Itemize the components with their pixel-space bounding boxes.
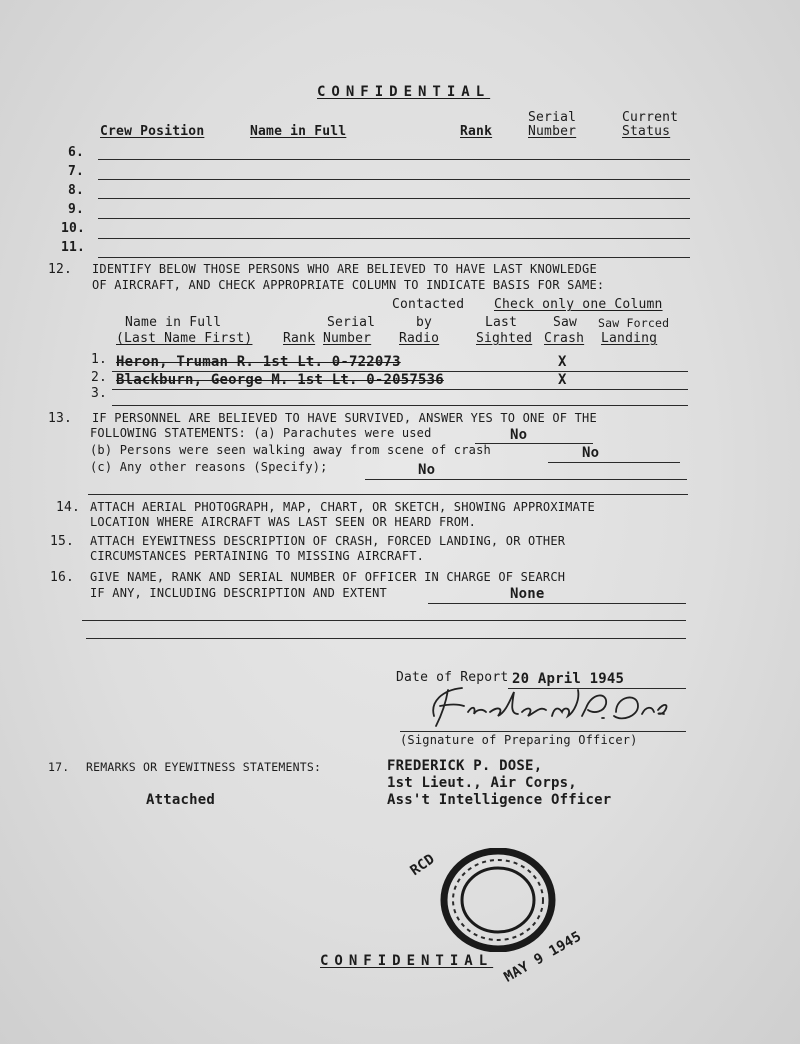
person-mark-saw-crash: X bbox=[558, 372, 567, 388]
crew-row-line bbox=[98, 198, 690, 199]
crew-row-line bbox=[98, 159, 690, 160]
h-check-only-one: Check only one Column bbox=[494, 297, 663, 312]
crew-row-number: 11. bbox=[61, 240, 86, 255]
item16-text-line1: GIVE NAME, RANK AND SERIAL NUMBER OF OFFICER IN CHARGE OF SEARCH bbox=[90, 570, 566, 584]
item14-text-line1: ATTACH AERIAL PHOTOGRAPH, MAP, CHART, OR SKETCH, SHOWING APPROXIMATE bbox=[90, 500, 595, 514]
col-serial-line2: Number bbox=[528, 124, 577, 139]
person-row-line bbox=[112, 389, 688, 390]
col-rank: Rank bbox=[460, 124, 493, 139]
h-by: by bbox=[416, 315, 433, 330]
item17-value: Attached bbox=[146, 792, 216, 808]
received-stamp-seal bbox=[440, 848, 556, 952]
person-row-number: 1. bbox=[91, 352, 108, 367]
h-name-line1: Name in Full bbox=[125, 315, 222, 330]
crew-row-number: 7. bbox=[68, 164, 85, 179]
crew-row-line bbox=[98, 257, 690, 258]
person-entry: Blackburn, George M. 1st Lt. 0-2057536 bbox=[116, 372, 444, 388]
item14-number: 14. bbox=[56, 500, 81, 515]
answer-a: No bbox=[510, 427, 528, 443]
item13-text-c: (c) Any other reasons (Specify); bbox=[90, 460, 328, 474]
item16-number: 16. bbox=[50, 570, 75, 585]
footer-title: CONFIDENTIAL bbox=[320, 953, 494, 969]
col-crew-position: Crew Position bbox=[100, 124, 205, 139]
answer-b: No bbox=[582, 445, 600, 461]
h-serial-line2: Number bbox=[323, 331, 372, 346]
h-saw-forced: Saw Forced bbox=[598, 316, 670, 330]
item13-extra-line bbox=[88, 494, 688, 495]
h-crash: Crash bbox=[544, 331, 585, 346]
h-name-line2: (Last Name First) bbox=[116, 331, 253, 346]
crew-row-number: 8. bbox=[68, 183, 85, 198]
officer-name: FREDERICK P. DOSE, bbox=[387, 758, 543, 774]
person-row-number: 2. bbox=[91, 370, 108, 385]
crew-row-number: 6. bbox=[68, 145, 85, 160]
answer-a-line bbox=[475, 443, 593, 444]
person-row-line bbox=[112, 405, 688, 406]
col-status-line2: Status bbox=[622, 124, 671, 139]
h-last: Last bbox=[485, 315, 518, 330]
crew-row-line bbox=[98, 238, 690, 239]
person-mark-saw-crash: X bbox=[558, 354, 567, 370]
item15-number: 15. bbox=[50, 534, 75, 549]
col-status-line1: Current bbox=[622, 110, 679, 125]
item16-answer-line bbox=[428, 603, 686, 604]
h-serial-line1: Serial bbox=[327, 315, 376, 330]
item13-text-line2: FOLLOWING STATEMENTS: (a) Parachutes were used bbox=[90, 426, 432, 440]
item16-text-line2: IF ANY, INCLUDING DESCRIPTION AND EXTENT bbox=[90, 586, 387, 600]
person-row-number: 3. bbox=[91, 386, 108, 401]
handwritten-signature bbox=[402, 682, 682, 732]
answer-b-line bbox=[548, 462, 680, 463]
item16-extra-line bbox=[82, 620, 686, 621]
answer-c-line bbox=[365, 479, 687, 480]
person-entry: Heron, Truman R. 1st Lt. 0-722073 bbox=[116, 354, 401, 370]
officer-title: Ass't Intelligence Officer bbox=[387, 792, 612, 808]
stamp-date-text: MAY 9 1945 bbox=[501, 928, 585, 986]
h-radio: Radio bbox=[399, 331, 440, 346]
officer-rank: 1st Lieut., Air Corps, bbox=[387, 775, 577, 791]
item17-number: 17. bbox=[48, 760, 70, 774]
item17-label: REMARKS OR EYEWITNESS STATEMENTS: bbox=[86, 760, 322, 774]
crew-row-number: 10. bbox=[61, 221, 86, 236]
item16-extra-line bbox=[86, 638, 686, 639]
h-rank: Rank bbox=[283, 331, 316, 346]
item12-text-line2: OF AIRCRAFT, AND CHECK APPROPRIATE COLUMN TO INDICATE BASIS FOR SAME: bbox=[92, 278, 605, 292]
signature-line bbox=[400, 731, 686, 732]
crew-row-line bbox=[98, 179, 690, 180]
item15-text-line2: CIRCUMSTANCES PERTAINING TO MISSING AIRCRAFT. bbox=[90, 549, 425, 563]
answer-c: No bbox=[418, 462, 436, 478]
item15-text-line1: ATTACH EYEWITNESS DESCRIPTION OF CRASH, FORCED LANDING, OR OTHER bbox=[90, 534, 566, 548]
col-name-in-full: Name in Full bbox=[250, 124, 347, 139]
item13-text-line1: IF PERSONNEL ARE BELIEVED TO HAVE SURVIVED, ANSWER YES TO ONE OF THE bbox=[92, 411, 597, 425]
date-of-report-label: Date of Report bbox=[396, 670, 509, 685]
h-saw: Saw bbox=[553, 315, 578, 330]
h-landing: Landing bbox=[601, 331, 658, 346]
item12-text-line1: IDENTIFY BELOW THOSE PERSONS WHO ARE BELIEVED TO HAVE LAST KNOWLEDGE bbox=[92, 262, 597, 276]
item13-text-b: (b) Persons were seen walking away from scene of crash bbox=[90, 443, 491, 457]
crew-row-number: 9. bbox=[68, 202, 85, 217]
item16-answer: None bbox=[510, 586, 545, 602]
item14-text-line2: LOCATION WHERE AIRCRAFT WAS LAST SEEN OR HEARD FROM. bbox=[90, 515, 477, 529]
h-contacted: Contacted bbox=[392, 297, 465, 312]
col-serial-line1: Serial bbox=[528, 110, 577, 125]
header-title: CONFIDENTIAL bbox=[317, 84, 491, 100]
signature-caption: (Signature of Preparing Officer) bbox=[400, 733, 638, 747]
item12-number: 12. bbox=[48, 262, 73, 277]
date-of-report-value: 20 April 1945 bbox=[512, 671, 625, 687]
stamp-fragment: RCD bbox=[407, 851, 438, 880]
crew-row-line bbox=[98, 218, 690, 219]
h-sighted: Sighted bbox=[476, 331, 533, 346]
item13-number: 13. bbox=[48, 411, 73, 426]
